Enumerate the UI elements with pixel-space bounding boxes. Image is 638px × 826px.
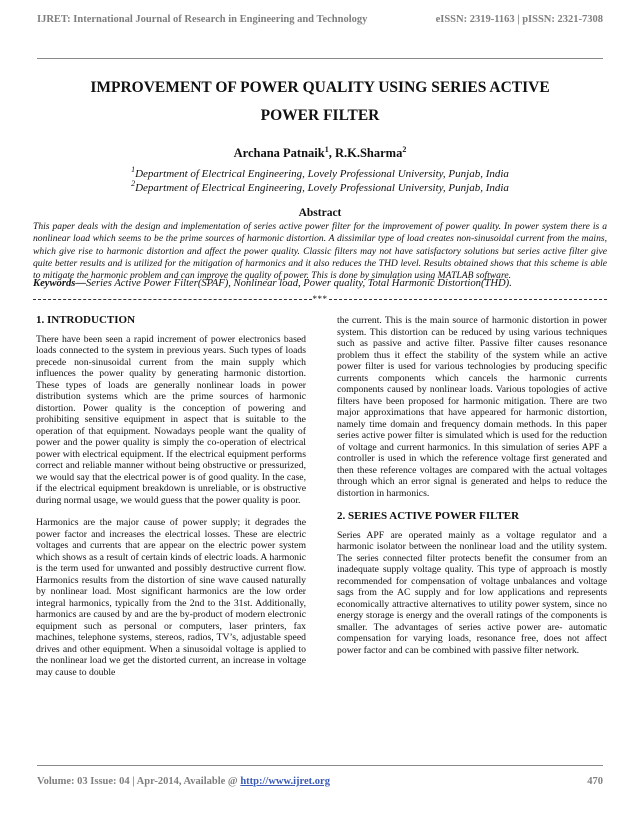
abstract-text: This paper deals with the design and implementation of series active power filter for the improvement of power quality. In power system there is a nonlinear load which seems to be the prime sources of harmonic distortion. A dissimilar type of load creates non-sinusoidal current from the mains, which give rise to harmonic distortion and affect the power quality. Classic filters may not have satisfactory solutions but series active filter give quite better results and is utilized for the mitigation of harmonics and it also reduces the THD level. Results obtained shows that this scheme is able to mitigate the harmonic problem and can improve the quality of power. This is done by simulation using MATLAB software. [33,221,607,282]
introduction-paragraph-1: There have been seen a rapid increment of power electronics based loads connected to the system in previous years. Such types of loads precede non-sinusoidal current from the main supply which influences the power quality by generating harmonic distortion. These types of loads are generally nonlinear loads in power distribution systems which are the prime sources of harmonic distortion. Power quality is the conception of powering and prohibiting sensitive equipment in aspect that is suitable to the operation of that equipment. Nowadays people want the quality of power and the power quality is simply the co-operation of electrical power with electrical equipment. If the electrical equipment performs correct and reliable manner without being obstructive or pressurized, we would say that the electrical power is of good quality. In the case, if the electrical equipment breakdown is unreliable, or is obstructive during normal usage, we would guess that the power quality is poor. [36,333,306,506]
journal-website-link[interactable]: http://www.ijret.org [240,776,330,787]
keywords [33,278,607,289]
introduction-paragraph-2: Harmonics are the major cause of power supply; it degrades the power factor and increases the electrical losses. These are electric voltages and currents that are appear on the electric power system which shows as a result of certain kinds of electric loads. A harmonic is the term used for unwanted and possibly destructive current flow. Harmonics results from the distortion of sine wave caused naturally by nonlinear load. Most significant harmonics are the low order integral harmonics, typically from the 2nd to the 31st. Additionally, harmonics are caused by and are the by-product of modern electronic equipment such as personal or computers, laser printers, fax machines, telephone systems, stereos, radios, TV’s, adjustable speed drives and other equipment. When a sinusoidal voltage is applied to the nonlinear load we get the distorted current, an increase in voltage may cause to double [36,517,306,678]
separator-dashes-right [329,299,608,300]
abstract-heading: Abstract [298,207,342,219]
right-column [337,315,607,667]
left-column [36,315,306,689]
footer-volume-text: Volume: 03 Issue: 04 | Apr-2014, Available @ [37,776,241,787]
affiliation-1 [37,167,603,181]
author-list [37,146,603,161]
introduction-paragraph-3: the current. This is the main source of harmonic distortion in power system. This distortion can be reduced by using various techniques such as passive and active filter. Passive filter causes resonance problem thus it effect the stability of the system while an active power filter is used for various technologies by producing specific currents components which cancels the harmonic currents components caused by nonlinear loads. Various topologies of active filters have been proposed for harmonic mitigation. There are two major approximations that have appeared for harmonic distortion, namely time domain and frequency domain methods. In this paper series active power filter is simulated which is used for the reduction of voltage and current harmonics. In this simulation of series APF a controller is used in which the reference voltage first generated and then these reference voltages are compared with the actual voltages through which an error signal is generated and helps to reduce the distortion in harmonics. [337,315,607,499]
series-apf-paragraph-1: Series APF are operated mainly as a voltage regulator and a harmonic isolator between the nonlinear load and the utility system. The series connected filter protects benefit the consumer from an inadequate supply voltage quality. This type of approach is mostly recommended for compensation of voltage unbalances and voltage sags from the AC supply and for low applications and represents economically attractive alternatives to utility power system, since no energy storage is energy and the overall ratings of the components is smaller. The advantages of series active power are- automatic compensation for varying loads, resonance free, does not affect power factor and can be combined with passive filter network. [337,529,607,656]
title-line-1: IMPROVEMENT OF POWER QUALITY USING SERIES ACTIVE [90,79,550,96]
keywords-text: Series Active Power Filter(SPAF), Nonlinear load, Power quality, Total Harmonic Distortion(THD). [85,278,512,289]
issn-text: eISSN: 2319-1163 | pISSN: 2321-7308 [435,14,603,25]
affiliation-1-text: Department of Electrical Engineering, Lovely Professional University, Punjab, India [135,168,509,180]
footer-rule [37,765,603,766]
page-number: 470 [587,776,603,787]
series-apf-heading: 2. SERIES ACTIVE POWER FILTER [337,510,520,522]
affiliation-2-sup: 2 [131,179,136,188]
title-line-2: POWER FILTER [260,107,380,124]
author-separator: , [328,146,335,160]
running-header [37,14,603,25]
author-1-sup: 1 [324,145,329,154]
journal-name: IJRET: International Journal of Research in Engineering and Technology [37,14,368,25]
keywords-dash: — [75,278,86,289]
separator-dashes-left [33,299,312,300]
separator-stars: *** [312,294,328,304]
affiliation-1-sup: 1 [131,165,136,174]
keywords-label: Keywords [33,278,76,289]
introduction-heading: 1. INTRODUCTION [36,314,136,326]
affiliation-2-text: Department of Electrical Engineering, Lovely Professional University, Punjab, India [135,182,509,194]
section-separator [33,294,607,304]
affiliation-2 [37,181,603,195]
footer-volume [37,776,330,787]
running-footer [37,776,603,787]
author-1: Archana Patnaik [233,146,325,160]
author-2: R.K.Sharma [334,146,403,160]
header-rule [37,58,603,59]
author-2-sup: 2 [402,145,407,154]
paper-title [37,74,603,130]
